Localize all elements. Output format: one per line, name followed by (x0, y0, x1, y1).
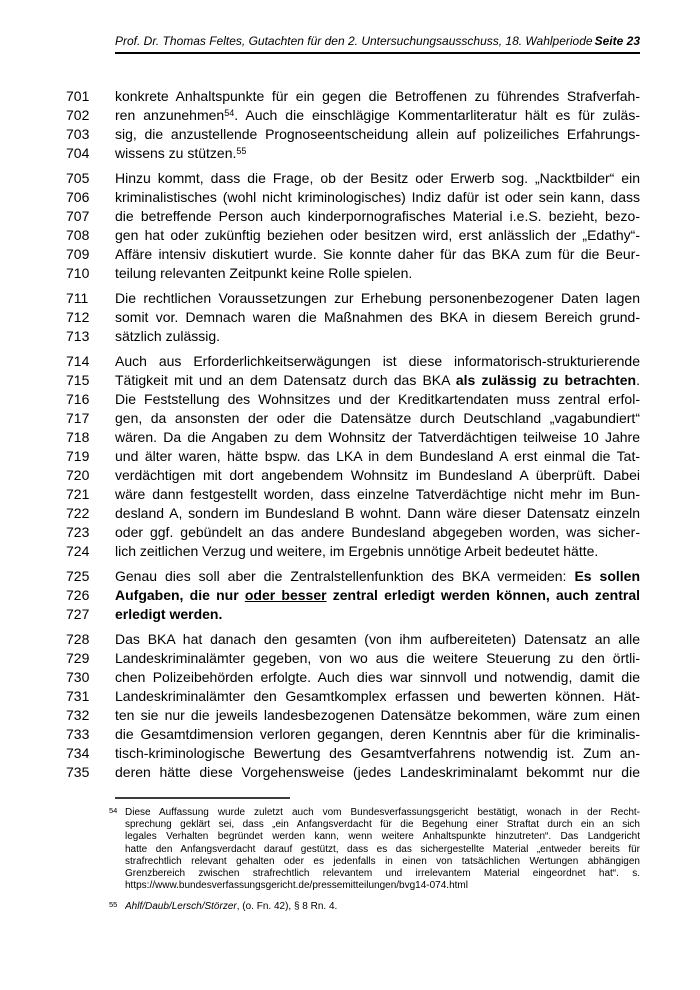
line-text (115, 542, 640, 561)
text-line (66, 207, 640, 226)
text-segment: Grenzbereich zwischen strafrechtlich relevantem und irrelevantem Material eingeordnet hat“. s. (125, 867, 640, 879)
line-text (115, 523, 640, 542)
line-text (115, 207, 640, 226)
paragraph (66, 87, 640, 163)
text-segment: Affäre intensiv diskutiert wurde. Sie konnte daher für das BKA zum für die Beur- (115, 246, 640, 262)
line-number: 723 (66, 524, 90, 540)
line-number: 712 (66, 309, 90, 325)
text-segment: 55 (236, 146, 247, 156)
line-number: 710 (66, 265, 90, 281)
line-number: 707 (66, 208, 90, 224)
text-segment: Hinzu kommt, dass die Frage, ob der Besitz oder Erwerb sog. „Nacktbilder“ ein (115, 170, 640, 186)
line-number: 714 (66, 353, 90, 369)
text-segment: als zulässig zu betrachten (455, 372, 637, 388)
text-segment: Landeskriminalämter den Gesamtkomplex erfassen und bewerten können. Hät- (115, 688, 640, 704)
line-text (115, 567, 640, 586)
text-line (66, 725, 640, 744)
line-number: 732 (66, 707, 90, 723)
text-segment: oder ggf. gebündelt an das andere Bundesland abgegeben worden, was sicher- (115, 524, 640, 540)
footnote-line (125, 819, 640, 831)
line-number: 704 (66, 145, 90, 161)
line-number: 734 (66, 745, 90, 761)
text-segment: gen, da ansonsten der oder die Datensätze durch Deutschland „vagabundiert“ (115, 410, 640, 426)
text-line (66, 763, 640, 782)
line-number: 728 (66, 631, 90, 647)
text-segment: erledigt werden. (115, 606, 223, 622)
line-text (115, 466, 640, 485)
line-text (115, 327, 640, 346)
line-number: 730 (66, 669, 90, 685)
line-text (115, 106, 640, 125)
line-text (115, 687, 640, 706)
paragraph (66, 289, 640, 346)
footnote-line (125, 868, 640, 880)
text-segment: Das BKA hat danach den gesamten (von ihm aufbereiteten) Datensatz an alle (115, 631, 640, 647)
text-segment: teilung relevanten Zeitpunkt keine Rolle spielen. (115, 265, 413, 281)
text-segment: Aufgaben, die nur (115, 587, 245, 603)
text-segment: legales Verhalten begründet werden kann, wenn weitere Anhaltspunkte hinzutreten“. Das Landgericht (125, 831, 640, 843)
text-line (66, 630, 640, 649)
line-text (115, 188, 640, 207)
text-segment: Die Feststellung des Wohnsitzes und der Kreditkartendaten muss zentral erfol- (115, 391, 640, 407)
line-number: 709 (66, 246, 90, 262)
line-number: 705 (66, 170, 90, 186)
text-line (66, 289, 640, 308)
text-segment: desland A, sondern im Bundesland B wohnt. Dann wäre dieser Datensatz einzeln (115, 505, 640, 521)
text-segment: wären. Da die Angaben zu dem Wohnsitz der Tatverdächtigen teilweise 10 Jahre (115, 429, 640, 445)
page-header (115, 34, 640, 54)
text-segment: zentral erledigt werden können, auch zentral (326, 587, 640, 603)
line-text (115, 226, 640, 245)
line-number: 720 (66, 467, 90, 483)
paragraph (66, 630, 640, 782)
line-number: 715 (66, 372, 90, 388)
footnote (109, 900, 640, 913)
line-text (115, 428, 640, 447)
text-segment: gen hat oder zukünftig beziehen oder besitzen wird, erst anlässlich der „Edathy“- (115, 227, 640, 243)
line-text (115, 289, 640, 308)
text-segment: oder besser (244, 587, 327, 603)
header-title: Prof. Dr. Thomas Feltes, Gutachten für den 2. Untersuchungsausschuss, 18. Wahlperiode (115, 34, 593, 48)
text-segment: Ahlf/Daub/Lersch/Störzer (125, 901, 237, 913)
text-line (66, 542, 640, 561)
text-segment: Landeskriminalämter gegeben, von wo aus die weitere Steuerung zu den örtli- (115, 650, 640, 666)
footnote-line (125, 856, 640, 868)
line-text (115, 169, 640, 188)
text-line (66, 371, 640, 390)
text-segment: , (o. Fn. 42), § 8 Rn. 4. (236, 901, 338, 913)
text-line (66, 586, 640, 605)
line-number: 719 (66, 448, 90, 464)
text-segment: Es sollen (574, 568, 640, 584)
text-line (66, 605, 640, 624)
line-text (115, 447, 640, 466)
text-segment: kriminalistisches (wohl nicht kriminologisches) Indiz dafür ist oder sein kann, dass (115, 189, 640, 205)
line-number: 725 (66, 568, 90, 584)
line-text (115, 744, 640, 763)
line-text (115, 87, 640, 106)
text-segment: sätzlich zulässig. (115, 328, 221, 344)
footnote-separator (115, 797, 290, 799)
line-number: 726 (66, 587, 90, 603)
text-line (66, 706, 640, 725)
text-line (66, 327, 640, 346)
line-number: 703 (66, 126, 90, 142)
text-line (66, 523, 640, 542)
text-line (66, 188, 640, 207)
line-text (115, 706, 640, 725)
line-text (115, 649, 640, 668)
text-line (66, 106, 640, 125)
line-number: 711 (66, 290, 89, 306)
footnote-list (109, 806, 640, 914)
text-line (66, 144, 640, 163)
footnotes-section (109, 797, 640, 914)
line-number: 708 (66, 227, 90, 243)
text-segment: chen Polizeibehörden erfolgte. Auch dies war sinnvoll und notwendig, damit die (115, 669, 640, 685)
footnote-line (125, 807, 640, 819)
text-line (66, 668, 640, 687)
footnote-marker: 54 (109, 806, 118, 815)
line-number: 722 (66, 505, 90, 521)
footnote-marker: 55 (109, 900, 118, 910)
text-segment: konkrete Anhaltspunkte für ein gegen die Betroffenen zu führendes Strafverfah- (115, 88, 640, 104)
text-line (66, 226, 640, 245)
text-line (66, 485, 640, 504)
line-text (115, 586, 640, 605)
text-line (66, 169, 640, 188)
line-text (115, 668, 640, 687)
text-line (66, 649, 640, 668)
line-text (115, 763, 640, 782)
footnote-line (125, 901, 640, 913)
text-segment: tisch-kriminologische Bewertung des Gesamtverfahrens notwendig ist. Zum an- (115, 745, 640, 761)
text-line (66, 264, 640, 283)
line-number: 718 (66, 429, 90, 445)
line-text (115, 485, 640, 504)
text-line (66, 447, 640, 466)
line-text (115, 390, 640, 409)
footnote-line (125, 844, 640, 856)
line-number: 713 (66, 328, 90, 344)
text-segment: ren anzunehmen (115, 107, 225, 123)
text-segment: Auch aus Erforderlichkeitserwägungen ist diese informatorisch-strukturierende (115, 353, 640, 369)
text-line (66, 308, 640, 327)
text-segment: und älter waren, hätte bspw. das LKA in dem Bundesland A erst einmal die Tat- (115, 448, 640, 464)
footnote-line (125, 831, 640, 843)
line-number: 733 (66, 726, 90, 742)
line-text (115, 371, 640, 390)
line-number: 729 (66, 650, 90, 666)
line-text (115, 409, 640, 428)
text-segment: 54 (224, 108, 235, 118)
text-segment: hatte den Anfangsverdacht darauf gestützt, dass es das sichergestellte Material „entweder bereits für (125, 843, 640, 855)
line-text (115, 125, 640, 144)
text-segment: Die rechtlichen Voraussetzungen zur Erhebung personenbezogener Daten lagen (115, 290, 640, 306)
text-segment: somit vor. Demnach waren die Maßnahmen des BKA in diesem Bereich grund- (115, 309, 640, 325)
line-number: 701 (66, 88, 90, 104)
text-segment: ten sie nur die jeweils landesbezogenen Datensätze bekommen, wäre zum einen (115, 707, 640, 723)
text-line (66, 687, 640, 706)
text-segment: Tätigkeit mit und an dem Datensatz durch das BKA (115, 372, 456, 388)
line-text (115, 630, 640, 649)
document-body (66, 87, 640, 788)
text-line (66, 409, 640, 428)
text-segment: . Auch die einschlägige Kommentarliteratur hält es für zuläs- (234, 107, 640, 123)
line-number: 706 (66, 189, 90, 205)
text-segment: wissens zu stützen. (115, 145, 237, 161)
text-line (66, 352, 640, 371)
line-text (115, 504, 640, 523)
text-line (66, 428, 640, 447)
line-number: 702 (66, 107, 90, 123)
text-segment: sig, die anzustellende Prognoseentscheidung allein auf polizeiliches Erfahrungs- (115, 126, 640, 142)
line-number: 735 (66, 764, 90, 780)
text-segment: lich zeitlichen Verzug und weitere, im Ergebnis unnötige Arbeit bedeutet hätte. (115, 543, 599, 559)
line-number: 716 (66, 391, 90, 407)
text-segment: strafrechtlich relevant gehalten oder es jedenfalls in einen von tatsächlichen Wertungen abhängigen (125, 855, 640, 867)
text-line (66, 390, 640, 409)
paragraph (66, 352, 640, 561)
text-segment: die betreffende Person auch kinderpornografisches Material i.e.S. bezieht, bezo- (115, 208, 640, 224)
line-number: 721 (66, 486, 90, 502)
text-segment: wäre dann festgestellt worden, dass einzelne Tatverdächtige nicht mehr im Bun- (115, 486, 640, 502)
text-line (66, 567, 640, 586)
line-text (115, 264, 640, 283)
text-line (66, 466, 640, 485)
footnote-line (125, 880, 640, 892)
text-line (66, 744, 640, 763)
text-line (66, 245, 640, 264)
line-text (115, 144, 640, 163)
text-line (66, 87, 640, 106)
line-text (115, 245, 640, 264)
footnote (109, 806, 640, 892)
text-line (66, 125, 640, 144)
text-segment: deren hätte diese Vorgehensweise (jedes Landeskriminalamt bekommt nur die (115, 764, 640, 780)
text-segment: sprechung geklärt sei, dass „ein Anfangsverdacht für die Begehung einer Straftat durch ein an sich (125, 819, 640, 831)
text-line (66, 504, 640, 523)
text-segment: Diese Auffassung wurde zuletzt auch vom Bundesverfassungsgericht bestätigt, wonach in der Recht- (125, 807, 640, 818)
line-number: 724 (66, 543, 90, 559)
line-text (115, 725, 640, 744)
line-number: 717 (66, 410, 90, 426)
line-number: 731 (66, 688, 90, 704)
text-segment: verdächtigen mit dort angebendem Wohnsitz im Bundesland A überprüft. Dabei (115, 467, 640, 483)
text-segment: . (636, 372, 640, 388)
footnote-url[interactable]: https://www.bundesverfassungsgericht.de/pressemitteilungen/bvg14-074.html (125, 880, 468, 892)
paragraph (66, 567, 640, 624)
text-segment: Genau dies soll aber die Zentralstellenfunktion des BKA vermeiden: (115, 568, 575, 584)
paragraph (66, 169, 640, 283)
line-text (115, 352, 640, 371)
line-text (115, 605, 640, 624)
line-text (115, 308, 640, 327)
line-number: 727 (66, 606, 90, 622)
text-segment: die Gesamtdimension verloren gegangen, deren Kenntnis aber für die kriminalis- (115, 726, 640, 742)
header-page-number: Seite 23 (594, 34, 640, 48)
